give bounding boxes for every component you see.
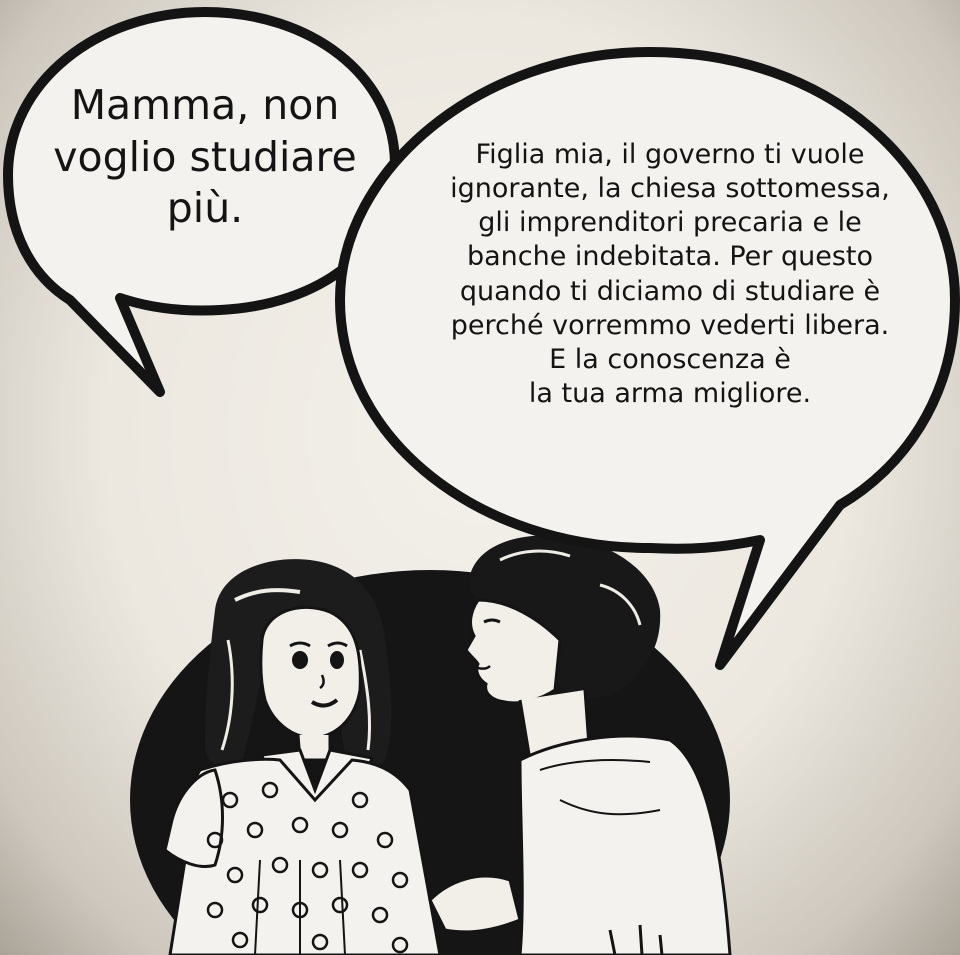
girl-speech-line: voglio studiare xyxy=(53,132,357,181)
mother-speech-text xyxy=(400,138,940,411)
mother-speech-line: ignorante, la chiesa sottomessa, xyxy=(450,173,890,205)
girl-speech-text xyxy=(20,80,390,235)
mother-speech-line: perché vorremmo vederti libera. xyxy=(450,309,890,341)
girl-speech-line: Mamma, non xyxy=(70,81,340,129)
mother-speech-line: banche indebitata. Per questo xyxy=(466,241,874,273)
mother-speech-line: Figlia mia, il governo ti vuole xyxy=(475,139,865,170)
mother-speech-line: quando ti diciamo di studiare è xyxy=(459,275,881,307)
girl-speech-line: più. xyxy=(166,184,244,233)
mother-speech-line: gli imprenditori precaria e le xyxy=(478,207,862,239)
mother-speech-line: E la conoscenza è xyxy=(549,343,791,375)
mother-speech-line: la tua arma migliore. xyxy=(528,377,812,409)
